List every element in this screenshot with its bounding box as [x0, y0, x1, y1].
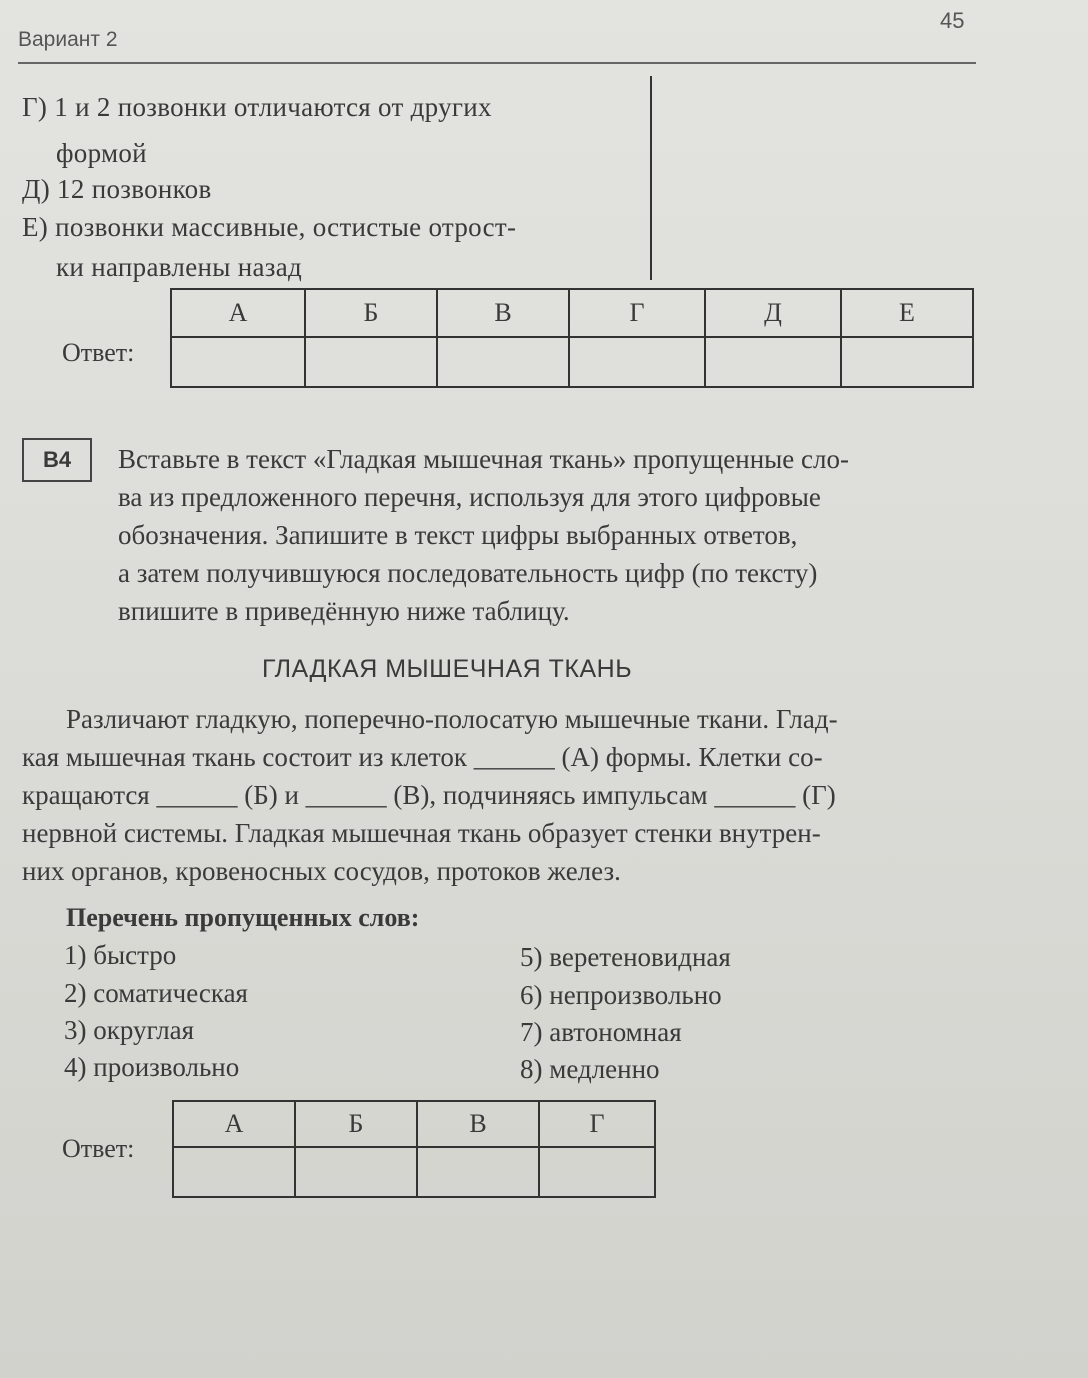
option-e-line2: ки направлены назад [56, 252, 303, 282]
answer-table-1-header: А [171, 289, 305, 337]
instruction-line: обозначения. Запишите в текст цифры выбранных ответов, [118, 520, 798, 550]
word-option: 7) автономная [520, 1017, 682, 1047]
answer-table-1-header: В [437, 289, 569, 337]
answer-cell[interactable] [305, 337, 437, 387]
variant-header: Вариант 2 [18, 28, 118, 51]
word-list-heading: Перечень пропущенных слов: [66, 903, 420, 932]
word-option: 2) соматическая [64, 978, 248, 1008]
paragraph-line: нервной системы. Гладкая мышечная ткань образует стенки внутрен- [22, 818, 821, 848]
word-option: 8) медленно [520, 1054, 660, 1084]
answer-cell[interactable] [295, 1147, 417, 1197]
answer-table-1 [170, 288, 974, 388]
answer-table-1-header: Е [841, 289, 973, 337]
option-d: Д) 12 позвонков [22, 174, 212, 204]
option-e-line1: Е) позвонки массивные, остистые отрост- [22, 212, 517, 242]
answer-cell[interactable] [417, 1147, 539, 1197]
answer-table-1-header: Б [305, 289, 437, 337]
answer-table-1-header: Д [705, 289, 841, 337]
instruction-line: впишите в приведённую ниже таблицу. [118, 596, 570, 626]
answer-cell[interactable] [171, 337, 305, 387]
word-option: 4) произвольно [64, 1052, 240, 1082]
instruction-line: ва из предложенного перечня, используя для этого цифровые [118, 482, 821, 512]
word-option: 5) веретеновидная [520, 942, 731, 972]
paragraph-line: Различают гладкую, поперечно-полосатую мышечные ткани. Глад- [66, 704, 838, 734]
text-title: ГЛАДКАЯ МЫШЕЧНАЯ ТКАНЬ [262, 655, 633, 683]
option-g-line1: Г) 1 и 2 позвонки отличаются от других [22, 92, 492, 122]
answer-cell[interactable] [437, 337, 569, 387]
answer-table-2-header: В [417, 1101, 539, 1147]
answer-cell[interactable] [569, 337, 705, 387]
paragraph-line: них органов, кровеносных сосудов, протоков желез. [22, 856, 621, 886]
answer-cell[interactable] [841, 337, 973, 387]
answer-cell[interactable] [705, 337, 841, 387]
word-option: 1) быстро [64, 940, 177, 970]
answer-table-2-header: Г [539, 1101, 655, 1147]
instruction-line: а затем получившуюся последовательность цифр (по тексту) [118, 558, 818, 588]
paragraph-line: кращаются ______ (Б) и ______ (В), подчиняясь импульсам ______ (Г) [22, 780, 836, 810]
answer-table-2-header: А [173, 1101, 295, 1147]
page-number: 45 [940, 8, 965, 33]
answer-label-1: Ответ: [62, 338, 135, 367]
task-badge: В4 [22, 438, 92, 482]
word-option: 6) непроизвольно [520, 980, 722, 1010]
answer-cell[interactable] [173, 1147, 295, 1197]
column-divider [650, 76, 652, 280]
word-option: 3) округлая [64, 1015, 195, 1045]
answer-table-1-header: Г [569, 289, 705, 337]
instruction-line: Вставьте в текст «Гладкая мышечная ткань» пропущенные сло- [118, 444, 849, 474]
paragraph-line: кая мышечная ткань состоит из клеток ______ (А) формы. Клетки со- [22, 742, 823, 772]
answer-label-2: Ответ: [62, 1134, 135, 1163]
answer-table-2-header: Б [295, 1101, 417, 1147]
header-divider [18, 62, 976, 64]
option-g-line2: формой [56, 138, 147, 168]
answer-cell[interactable] [539, 1147, 655, 1197]
answer-table-2 [172, 1100, 656, 1198]
